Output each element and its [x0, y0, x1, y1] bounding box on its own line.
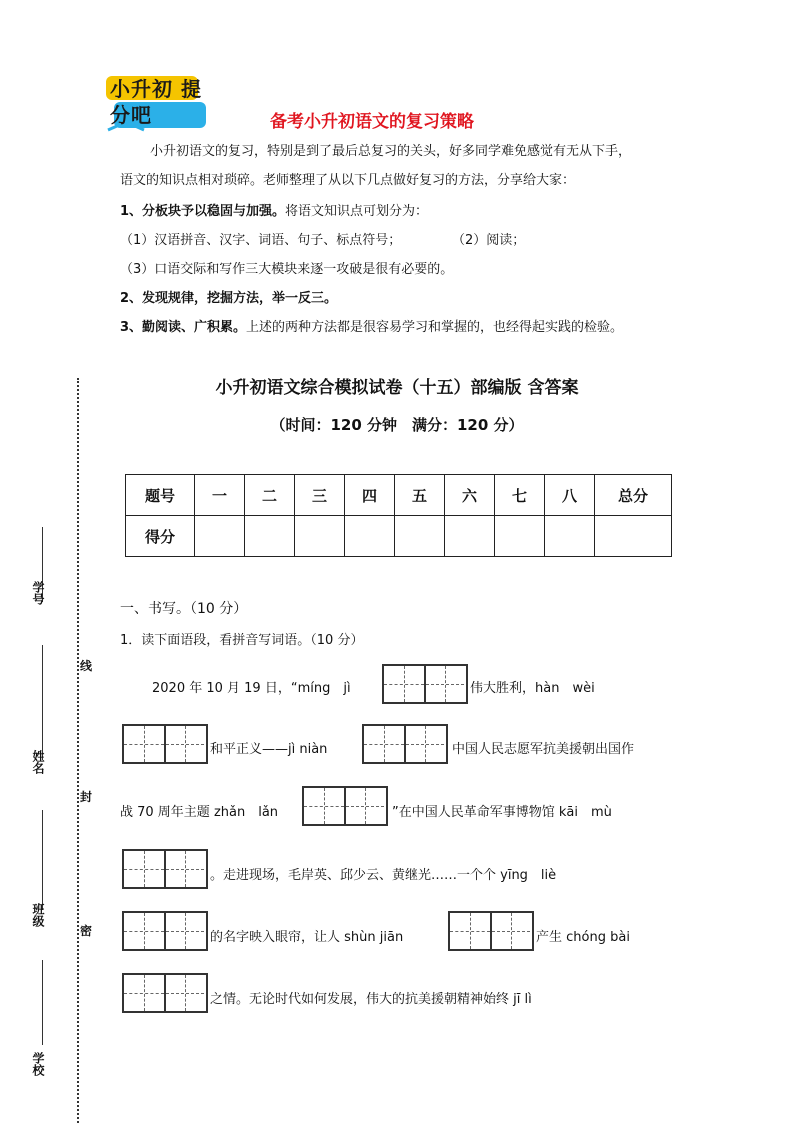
answer-cell[interactable] [124, 851, 164, 887]
logo-text: 小升初 提分吧 [110, 77, 202, 127]
answer-cell[interactable] [164, 913, 204, 949]
point-2: 2、发现规律，挖掘方法，举一反三。 [120, 291, 338, 306]
logo [104, 72, 210, 134]
answer-grid-chongbai[interactable] [122, 973, 208, 1013]
question-1: 1．读下面语段，看拼音写词语。（10 分） [120, 633, 364, 648]
score-cell[interactable] [595, 516, 672, 557]
score-cell[interactable] [345, 516, 395, 557]
score-header-cell: 三 [295, 475, 345, 516]
point-3 [120, 319, 623, 337]
passage-line-5b: 产生 chóng bài [536, 930, 630, 945]
seal-mi: 密 [80, 924, 93, 938]
answer-grid-hanwei[interactable] [122, 724, 208, 764]
xuexiao-fill-line[interactable] [42, 960, 43, 1045]
passage-line-2a: 和平正义——jì niàn [210, 742, 328, 757]
score-header-cell: 四 [345, 475, 395, 516]
answer-cell[interactable] [364, 726, 404, 762]
section-1-title: 一、书写。（10 分） [120, 601, 248, 617]
point-1-bold: 1、分板块予以稳固与加强。 [120, 204, 286, 219]
answer-cell[interactable] [490, 913, 530, 949]
answer-grid-mingji[interactable] [382, 664, 468, 704]
answer-cell[interactable] [344, 788, 384, 824]
answer-cell[interactable] [124, 975, 164, 1011]
score-cell[interactable] [395, 516, 445, 557]
answer-grid-kaimu[interactable] [122, 849, 208, 889]
intro-line-2: 语文的知识点相对琐碎。老师整理了从以下几点做好复习的方法，分享给大家： [120, 173, 576, 188]
label-banji: 班级 [31, 903, 45, 927]
answer-cell[interactable] [124, 726, 164, 762]
strategy-title: 备考小升初语文的复习策略 [270, 112, 474, 132]
point-1-rest: 将语文知识点可划分为： [285, 204, 429, 219]
intro-line-1: 小升初语文的复习，特别是到了最后总复习的关头，好多同学难免感觉有无从下手， [150, 144, 632, 159]
score-cell[interactable] [295, 516, 345, 557]
score-cell[interactable] [495, 516, 545, 557]
answer-grid-zhanlan[interactable] [302, 786, 388, 826]
passage-line-6a: 之情。无论时代如何发展，伟大的抗美援朝精神始终 jī lì [210, 992, 532, 1007]
point-1-b: （2）阅读； [452, 233, 526, 248]
banji-fill-line[interactable] [42, 810, 43, 910]
passage-line-4a: 。走进现场，毛岸英、邱少云、黄继光……一个个 yīng liè [210, 868, 557, 883]
score-header-cell: 五 [395, 475, 445, 516]
score-table [125, 474, 672, 557]
point-1 [120, 203, 428, 221]
answer-cell[interactable] [124, 913, 164, 949]
score-header-cell: 一 [195, 475, 245, 516]
label-xuehao: 学号 [31, 581, 45, 605]
score-row-label: 得分 [126, 516, 195, 557]
point-1-a: （1）汉语拼音、汉字、词语、句子、标点符号； [120, 233, 402, 248]
score-header-cell: 题号 [126, 475, 195, 516]
answer-cell[interactable] [404, 726, 444, 762]
score-header-cell: 六 [445, 475, 495, 516]
answer-grid-shunjian[interactable] [448, 911, 534, 951]
score-cell[interactable] [245, 516, 295, 557]
score-cell[interactable] [195, 516, 245, 557]
score-table-header-row [126, 475, 672, 516]
answer-cell[interactable] [384, 666, 424, 702]
score-cell[interactable] [545, 516, 595, 557]
label-xuexiao: 学校 [31, 1052, 45, 1076]
label-xingming: 姓名 [31, 750, 45, 774]
score-header-cell: 二 [245, 475, 295, 516]
score-header-cell: 总分 [595, 475, 672, 516]
binding-dotted-line [77, 378, 79, 1123]
xingming-fill-line[interactable] [42, 645, 43, 760]
passage-line-5a: 的名字映入眼帘，让人 shùn jiān [210, 930, 404, 945]
point-1-c: （3）口语交际和写作三大模块来逐一攻破是很有必要的。 [120, 262, 454, 277]
answer-cell[interactable] [164, 726, 204, 762]
answer-cell[interactable] [424, 666, 464, 702]
score-cell[interactable] [445, 516, 495, 557]
passage-line-3a: 战 70 周年主题 zhǎn lǎn [120, 805, 279, 820]
passage-line-1a: 2020 年 10 月 19 日，“míng jì [152, 681, 351, 696]
seal-xian: 线 [80, 659, 93, 673]
passage-line-1b: 伟大胜利，hàn wèi [470, 681, 595, 696]
answer-cell[interactable] [450, 913, 490, 949]
answer-grid-yinglie[interactable] [122, 911, 208, 951]
point-3-bold: 3、勤阅读、广积累。 [120, 320, 247, 335]
score-header-cell: 八 [545, 475, 595, 516]
answer-grid-jinian[interactable] [362, 724, 448, 764]
exam-title: 小升初语文综合模拟试卷（十五）部编版 含答案 [215, 378, 579, 398]
answer-cell[interactable] [164, 851, 204, 887]
score-header-cell: 七 [495, 475, 545, 516]
passage-line-3b: ”在中国人民革命军事博物馆 kāi mù [392, 805, 612, 820]
point-3-rest: 上述的两种方法都是很容易学习和掌握的，也经得起实践的检验。 [246, 320, 624, 335]
seal-feng: 封 [80, 790, 93, 804]
answer-cell[interactable] [304, 788, 344, 824]
exam-time: （时间：120 分钟 满分：120 分） [270, 416, 524, 434]
answer-cell[interactable] [164, 975, 204, 1011]
passage-line-2b: 中国人民志愿军抗美援朝出国作 [452, 742, 635, 757]
score-table-score-row [126, 516, 672, 557]
